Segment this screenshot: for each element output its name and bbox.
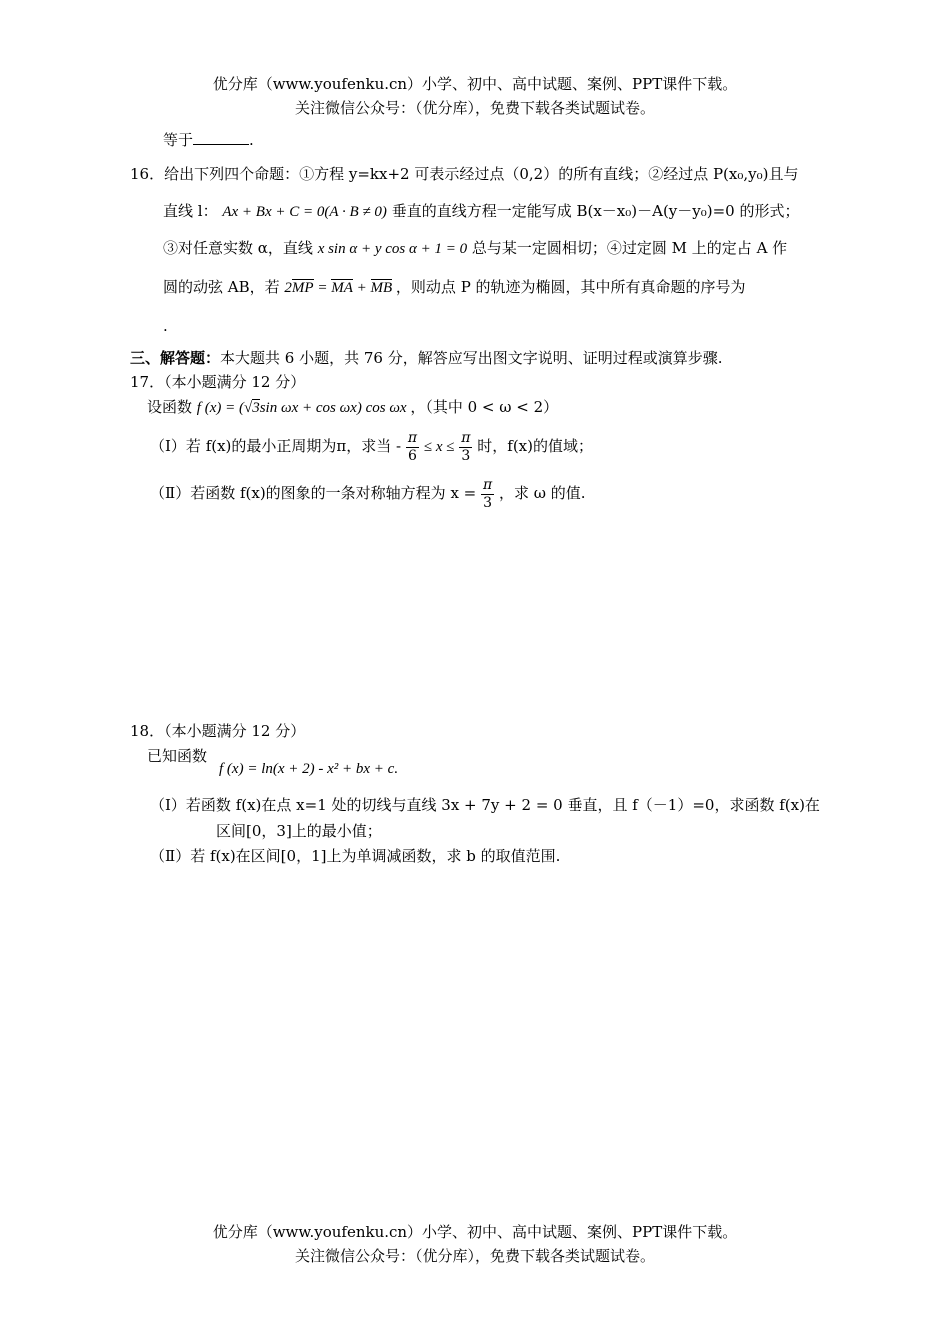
- vector-mb: MB: [370, 280, 393, 296]
- q18-number: 18．（本小题满分 12 分）: [130, 722, 306, 740]
- frac1-num: π: [407, 429, 418, 446]
- q17-part-1: [150, 428, 593, 465]
- section-3-heading: [130, 348, 723, 368]
- fraction-pi-3-axis: [481, 477, 494, 512]
- q16-line2-a: 直线 l：: [163, 202, 218, 220]
- vector-mp: MP: [291, 280, 314, 296]
- q15-tail-text: 等于: [163, 131, 194, 149]
- q17-func-right: sin ωx + cos ωx) cos ωx: [259, 400, 407, 416]
- fraction-pi-3: [459, 430, 472, 465]
- q17-sqrt-3: 3: [252, 400, 260, 416]
- q17-function: f (x) = (√3sin ωx + cos ωx) cos ωx: [196, 400, 407, 416]
- frac2-num: π: [461, 429, 471, 446]
- q17-condition: ，（其中 0 < ω < 2）: [410, 398, 559, 416]
- vector-ma: MA: [331, 280, 353, 296]
- q17-intro-text: 设函数: [147, 398, 193, 416]
- footer-line-2: 关注微信公众号：（优分库），免费下载各类试题试卷。: [294, 1247, 655, 1265]
- q17-intro: [147, 397, 558, 418]
- q16-line-1: [130, 164, 798, 184]
- header-line-2: 关注微信公众号：（优分库），免费下载各类试题试卷。: [294, 99, 655, 117]
- q16-line3-b: 总与某一定圆相切；④过定圆 M 上的定占 A 作: [471, 239, 788, 257]
- q17-func-left: f (x) = (: [196, 400, 244, 416]
- q16-line3-equation: x sin α + y cos α + 1 = 0: [317, 241, 468, 257]
- frac3-den: 3: [483, 494, 493, 511]
- q17-inequality: ≤ x ≤: [423, 439, 455, 455]
- section-3-desc: 本大题共 6 小题，共 76 分，解答应写出图文字说明、证明过程或演算步骤.: [220, 349, 723, 367]
- q17-number: 17．（本小题满分 12 分）: [130, 373, 306, 391]
- q16-line3-a: ③对任意实数 α，直线: [163, 239, 313, 257]
- frac2-den: 3: [461, 447, 471, 464]
- q15-tail: [163, 130, 254, 150]
- q16-number: 16．: [130, 165, 165, 183]
- frac1-den: 6: [408, 447, 417, 464]
- q17-part-2: [150, 475, 586, 512]
- q18-intro: 已知函数: [147, 747, 208, 765]
- q15-tail-end: .: [249, 131, 254, 149]
- footer-line-1: 优分库（www.youfenku.cn）小学、初中、高中试题、案例、PPT课件下载。: [212, 1223, 738, 1241]
- vector-equation: [284, 280, 396, 296]
- section-3-title: 三、解答题：: [130, 349, 221, 367]
- vector-coefficient: 2: [284, 280, 292, 296]
- vector-equals: =: [317, 280, 328, 296]
- q16-line4-a: 圆的动弦 AB，若: [163, 278, 280, 296]
- q18-function: f (x) = ln(x + 2) - x² + bx + c.: [219, 761, 399, 777]
- q16-line4-b: ，则动点 P 的轨迹为椭圆，其中所有真命题的序号为: [395, 278, 746, 296]
- q18-part-2: （Ⅱ）若 f(x)在区间[0，1]上为单调减函数，求 b 的取值范围.: [150, 847, 561, 865]
- fraction-pi-6: [406, 430, 419, 465]
- answer-blank: [193, 130, 249, 145]
- q18-part-1b: 区间[0，3]上的最小值；: [216, 822, 382, 840]
- q16-line-4: [163, 277, 746, 298]
- q17-part1-b: 时，f(x)的值域；: [477, 437, 593, 455]
- q17-part2-a: （Ⅱ）若函数 f(x)的图象的一条对称轴方程为 x =: [150, 484, 477, 502]
- q16-line-3: [163, 238, 787, 259]
- q18-part-1a: （Ⅰ）若函数 f(x)在点 x=1 处的切线与直线 3x + 7y + 2 = 0 垂直，且 f（－1）=0，求函数 f(x)在: [150, 796, 820, 814]
- q17-part2-b: ，求 ω 的值.: [499, 484, 586, 502]
- q16-line-5: .: [163, 317, 168, 335]
- vector-plus: +: [356, 280, 367, 296]
- q16-line1-text: 给出下列四个命题：①方程 y=kx+2 可表示经过点（0,2）的所有直线；②经过点 P(x₀,y₀)且与: [164, 165, 799, 183]
- q17-part1-a: （Ⅰ）若 f(x)的最小正周期为π，求当 -: [150, 437, 402, 455]
- frac3-num: π: [483, 476, 493, 493]
- q16-line-2: [163, 201, 800, 222]
- q16-line2-b: 垂直的直线方程一定能写成 B(x－x₀)－A(y－y₀)=0 的形式；: [391, 202, 800, 220]
- q16-line2-equation: Ax + Bx + C = 0(A · B ≠ 0): [222, 204, 387, 220]
- header-line-1: 优分库（www.youfenku.cn）小学、初中、高中试题、案例、PPT课件下载。: [212, 75, 738, 93]
